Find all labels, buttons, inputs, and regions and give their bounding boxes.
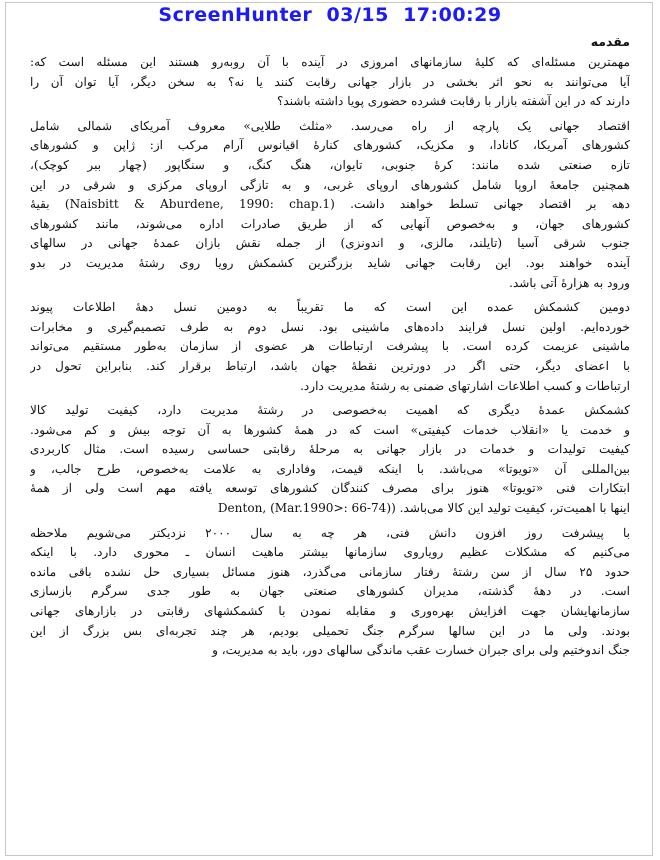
text-line: ماشینی عزیمت کرده است. با پیشرفت ارتباطات هر عضوی از سازمان به‌طور مستقیم می‌تواند [30, 339, 630, 354]
text-line: با پیشرفت روز افزون دانش فنی، هر چه به سال ۲۰۰۰ نزدیکتر می‌شویم ملاحظه [30, 525, 630, 540]
text-line: است. در دههٔ گذشته، مدیران کشورهای صنعتی جهان به طور جدی سرگرم بازسازی [30, 584, 630, 599]
text-line: کیفیت تولیدات و خدمات در بازار جهانی به مرحلهٔ رقابتی حساسی رسیده است. مثال کاربردی [30, 442, 630, 457]
text-line: دهه بر اقتصاد جهانی تسلط خواهند داشت. (Naisbitt & Aburdene, 1990: chap.1) بقیهٔ [30, 197, 630, 212]
paragraph [30, 53, 630, 112]
text-line: ارتباطات و کسب اطلاعات اشارتهای ضمنی به رشتهٔ مدیریت دارد. [300, 378, 630, 393]
text-line: و خدمت یا «انقلاب خدمات کیفیتی» است که در همهٔ کشورها به آن توجه بیش و کم می‌شود. [30, 422, 630, 437]
text-line: دارند که در این آشفته بازار با رقابت فشرده حضوری پویا داشته باشند؟ [276, 94, 630, 109]
section-heading: مقدمه [590, 34, 630, 49]
text-line: سازمانهایشان جهت افزایش بهره‌وری و مقابله نمودن با کشمکشهای رقابتی در بازارهای جهانی [30, 604, 630, 619]
text-line: آیا می‌توانند به نحو اثر بخشی در بازار جهانی رقابت کنند یا نه؟ به سخن دیگر، آیا توان آن را [30, 74, 630, 89]
text-line: کشورهای آمریکا، کانادا، و مکزیک، کشورهای کنارهٔ اقیانوس آرام مرکب از: ژاپن و کشورهای [30, 138, 630, 153]
paragraph [30, 298, 630, 396]
text-line: کشمکش عمدهٔ دیگری که اهمیت به‌خصوصی در رشتهٔ مدیریت دارد، کیفیت تولید کالا [30, 403, 630, 418]
text-line: تازه صنعتی شده مانند: کرهٔ جنوبی، تایوان، هنگ کنگ، و سنگاپور (چهار ببر کوچک)، [30, 157, 630, 172]
text-line: همچنین جامعهٔ اروپا شامل کشورهای اروپای غربی، و به تازگی اروپای مرکزی و شرقی در این [30, 177, 630, 192]
text-line: مهمترین مسئله‌ای که کلیهٔ سازمانهای امروزی در آینده با آن روبه‌رو هستند این مسئله است که: [30, 55, 630, 69]
screenhunter-watermark: ScreenHunter 03/15 17:00:29 [158, 4, 502, 26]
text-line: ورود به هزارهٔ آتی باشد. [509, 275, 630, 290]
text-line: می‌کنیم که مشکلات عظیم رویاروی سازمانها بیشتر ماهیت انسان ـ محوری دارد. با اینکه [30, 545, 630, 560]
text-line: حدود ۲۵ سال از سن رشتهٔ رفتار سازمانی می‌گذرد، هنوز مسائل بسیاری حل نشده باقی مانده [30, 564, 630, 579]
text-line: بودند. ولی ما در این سالها سرگرم جنگ تحمیلی بودیم، هر چند تجربه‌ای بس بزرگ از این [30, 623, 630, 638]
text-line: کشورهای جهان، و به‌خصوص آنهایی که از طریق صادرات اداره می‌شوند، مانند کشورهای [30, 216, 630, 231]
paragraph [30, 524, 630, 661]
text-line: بین‌المللی آن «تویوتا» می‌باشد. با اینکه قیمت، وفاداری به علامت به‌خصوص، طرح جالب، و [30, 461, 630, 476]
text-line: جنوب شرقی آسیا (تایلند، مالزی، و اندونزی) از جمله نقش بازان عمدهٔ جهانی در سالهای [30, 236, 630, 251]
text-line: خورده‌ایم. اولین نسل فرایند داده‌های ماشینی بود. نسل دوم به طرف تصمیم‌گیری و مخابرات [30, 319, 630, 334]
paragraph-container [30, 53, 630, 661]
text-line: آینده خواهند بود. این رقابت جهانی شاید بزرگترین کشمکش رویا روی رشتهٔ مدیریت در بدو [30, 255, 630, 270]
text-line: ابتکارات فنی «تویوتا» هنوز برای مصرف کنندگان کشورهای توسعه یافته مهم است ولی از همهٔ [30, 481, 630, 496]
text-line: جنگ اندوختیم ولی برای جبران خسارت عقب ماندگی سالهای دور، باید به مدیریت، و [212, 643, 630, 658]
document-page [30, 34, 630, 666]
paragraph [30, 401, 630, 519]
text-line: اقتصاد جهانی یک پارچه از راه می‌رسد. «مثلث طلایی» معروف آمریکای شمالی شامل [30, 118, 630, 133]
text-line: با اعضای دیگر، حتی اگر در دورترین نقطهٔ جهان باشد، ارتباط برقرار کند. بنابراین تحول در [30, 358, 630, 373]
text-line: اینها با اهمیت‌تر، کیفیت تولید این کالا می‌باشد. (Denton, (Mar.1990>: 66-74) [217, 501, 630, 516]
paragraph [30, 117, 630, 293]
text-line: دومین کشمکش عمده این است که ما تقریباً به دومین نسل دههٔ اطلاعات پیوند [30, 300, 630, 315]
